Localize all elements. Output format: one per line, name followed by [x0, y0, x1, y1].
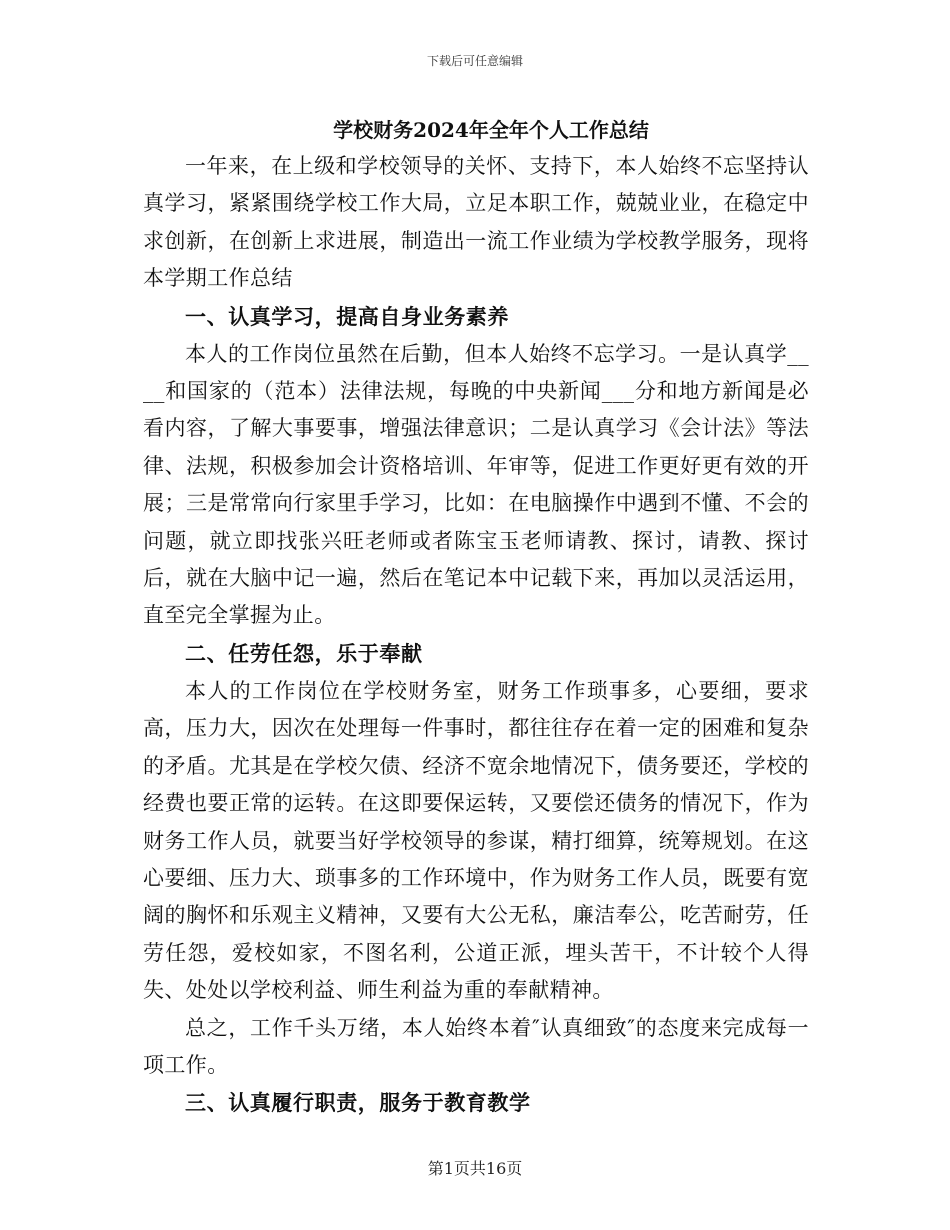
section-2-paragraph: 本人的工作岗位在学校财务室，财务工作琐事多，心要细，要求高，压力大，因次在处理每一件事时，都往往存在着一定的困难和复杂的矛盾。尤其是在学校欠债、经济不宽余地情况下，债务要还，学校的经费也要正常的运转。在这即要保运转，又要偿还债务的情况下，作为财务工作人员，就要当好学校领导的参谋，精打细算，统筹规划。在这心要细、压力大、琐事多的工作环境中，作为财务工作人员，既要有宽阔的胸怀和乐观主义精神，又要有大公无私，廉洁奉公，吃苦耐劳，任劳任怨，爱校如家，不图名利，公道正派，埋头苦干，不计较个人得失、处处以学校利益、师生利益为重的奉献精神。 — [143, 678, 809, 1003]
section-3-heading: 三、认真履行职责，服务于教育教学 — [185, 1090, 531, 1116]
section-1-heading: 一、认真学习，提高自身业务素养 — [185, 303, 509, 329]
document-title: 学校财务2024年全年个人工作总结 — [333, 118, 649, 142]
page-number-footer: 第1页共16页 — [427, 1159, 523, 1178]
section-2-heading: 二、任劳任怨，乐于奉献 — [185, 640, 423, 666]
document-body — [143, 112, 809, 1122]
section-1-paragraph: 本人的工作岗位虽然在后勤，但本人始终不忘学习。一是认真学____和国家的（范本）法律法规，每晚的中央新闻___分和地方新闻是必看内容，了解大事要事，增强法律意识；二是认真学习《会计法》等法律、法规，积极参加会计资格培训、年审等，促进工作更好更有效的开展；三是常常向行家里手学习，比如：在电脑操作中遇到不懂、不会的问题，就立即找张兴旺老师或者陈宝玉老师请教、探讨，请教、探讨后，就在大脑中记一遍，然后在笔记本中记载下来，再加以灵活运用，直至完全掌握为止。 — [143, 341, 809, 628]
section-2-summary-paragraph: 总之，工作千头万绪，本人始终本着″认真细致″的态度来完成每一项工作。 — [143, 1015, 809, 1077]
intro-paragraph: 一年来，在上级和学校领导的关怀、支持下，本人始终不忘坚持认真学习，紧紧围绕学校工作大局，立足本职工作，兢兢业业，在稳定中求创新，在创新上求进展，制造出一流工作业绩为学校教学服务，现将本学期工作总结 — [143, 154, 809, 291]
page-header-note: 下载后可任意编辑 — [426, 54, 523, 68]
